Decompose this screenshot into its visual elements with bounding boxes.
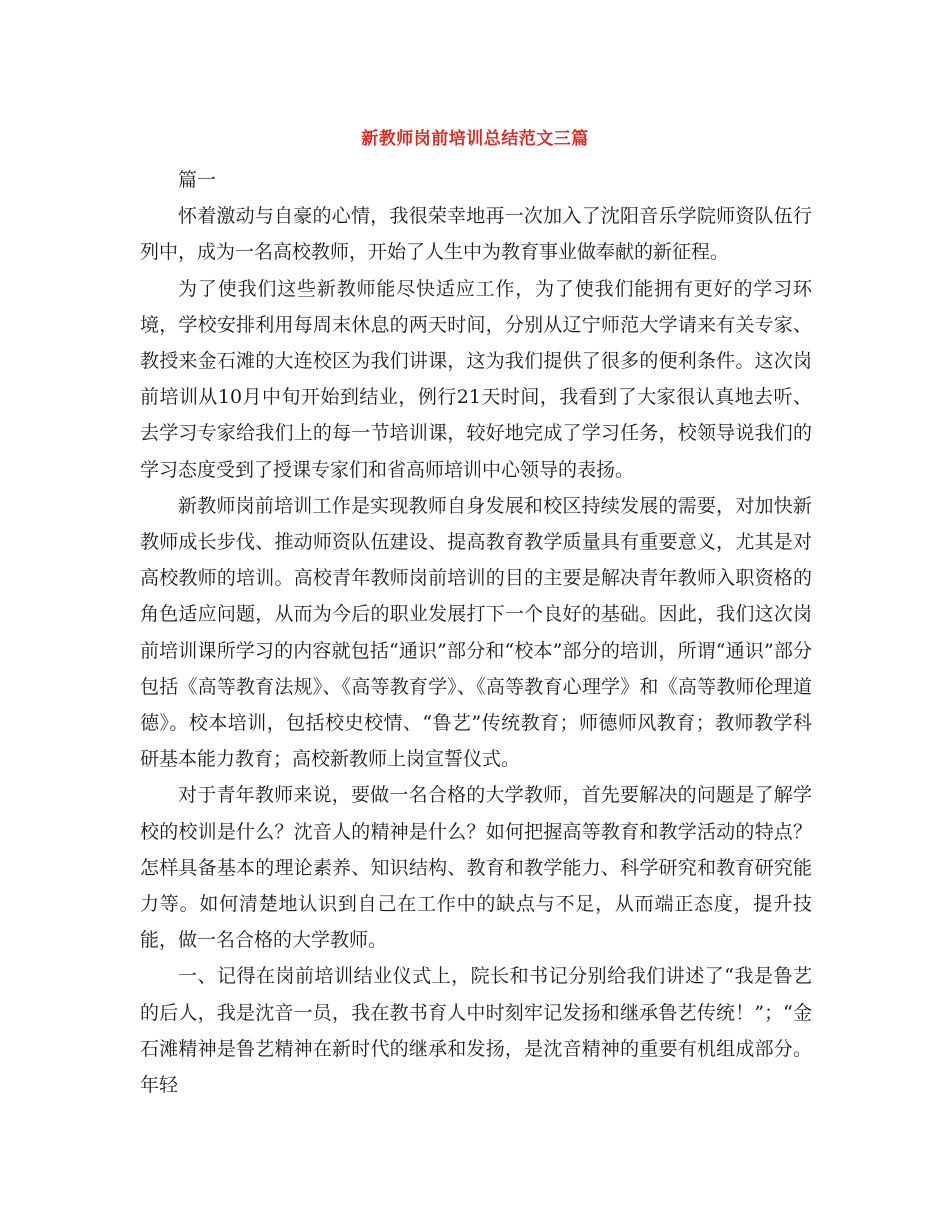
paragraph: 怀着激动与自豪的心情，我很荣幸地再一次加入了沈阳音乐学院师资队伍行列中，成为一名高校教师，开始了人生中为教育事业做奉献的新征程。: [140, 205, 812, 264]
document-title: 新教师岗前培训总结范文三篇: [361, 129, 589, 149]
paragraph: 一、记得在岗前培训结业仪式上，院长和书记分别给我们讲述了“我是鲁艺的后人，我是沈音一员，我在教书育人中时刻牢记发扬和继承鲁艺传统！”；“金石滩精神是鲁艺精神在新时代的继承和发扬，是沈音精神的重要有机组成部分。年轻: [140, 965, 812, 1097]
section-label: 篇一: [178, 169, 217, 191]
paragraph: 对于青年教师来说，要做一名合格的大学教师，首先要解决的问题是了解学校的校训是什么？沈音人的精神是什么？如何把握高等教育和教学活动的特点？怎样具备基本的理论素养、知识结构、教育和教学能力、科学研究和教育研究能力等。如何清楚地认识到自己在工作中的缺点与不足，从而端正态度，提升技能，做一名合格的大学教师。: [140, 784, 812, 952]
document-body: [140, 162, 812, 1103]
paragraph: 为了使我们这些新教师能尽快适应工作，为了使我们能拥有更好的学习环境，学校安排利用每周末休息的两天时间，分别从辽宁师范大学请来有关专家、教授来金石滩的大连校区为我们讲课，这为我们提供了很多的便利条件。这次岗前培训从10月中旬开始到结业，例行21天时间，我看到了大家很认真地去听、去学习专家给我们上的每一节培训课，较好地完成了学习任务，校领导说我们的学习态度受到了授课专家们和省高师培训中心领导的表扬。: [140, 277, 812, 481]
paragraph: 新教师岗前培训工作是实现教师自身发展和校区持续发展的需要，对加快新教师成长步伐、推动师资队伍建设、提高教育教学质量具有重要意义，尤其是对高校教师的培训。高校青年教师岗前培训的目的主要是解决青年教师入职资格的角色适应问题，从而为今后的职业发展打下一个良好的基础。因此，我们这次岗前培训课所学习的内容就包括“通识”部分和“校本”部分的培训，所谓“通识”部分包括《高等教育法规》、《高等教育学》、《高等教育心理学》和《高等教师伦理道德》。校本培训，包括校史校情、“鲁艺”传统教育；师德师风教育；教师教学科研基本能力教育；高校新教师上岗宣誓仪式。: [140, 494, 812, 771]
